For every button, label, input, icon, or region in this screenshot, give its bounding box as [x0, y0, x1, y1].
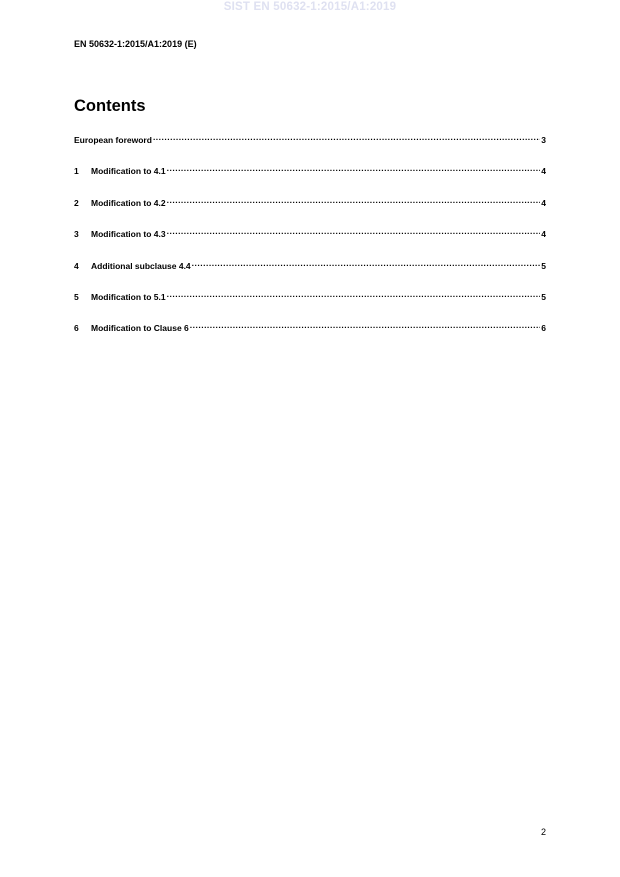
toc-entry-page: 3	[541, 135, 546, 145]
table-of-contents	[74, 132, 546, 352]
toc-entry-title: Modification to 4.3	[91, 229, 166, 240]
toc-dot-leader	[190, 320, 541, 331]
toc-entry-number: 5	[74, 291, 79, 302]
contents-heading: Contents	[74, 97, 146, 115]
toc-entry-3[interactable]	[74, 226, 546, 257]
toc-entry-title: Modification to Clause 6	[91, 323, 189, 334]
toc-entry-6[interactable]	[74, 320, 546, 351]
toc-entry-page: 5	[541, 291, 546, 302]
toc-entry-european-foreword[interactable]	[74, 132, 546, 163]
toc-entry-page: 4	[541, 166, 546, 177]
toc-entry-number: 2	[74, 197, 79, 208]
page-number: 2	[540, 827, 546, 837]
toc-dot-leader	[167, 195, 541, 206]
toc-entry-2[interactable]	[74, 195, 546, 226]
toc-entry-page: 4	[541, 197, 546, 208]
toc-entry-number: 3	[74, 229, 79, 240]
toc-dot-leader	[192, 258, 541, 269]
toc-dot-leader	[167, 289, 541, 300]
toc-entry-1[interactable]	[74, 163, 546, 194]
toc-entry-title: European foreword	[74, 135, 152, 145]
toc-entry-page: 4	[541, 229, 546, 240]
toc-entry-4[interactable]	[74, 258, 546, 289]
toc-entry-title: Additional subclause 4.4	[91, 260, 191, 271]
toc-dot-leader	[153, 132, 540, 143]
toc-entry-number: 6	[74, 323, 79, 334]
toc-entry-5[interactable]	[74, 289, 546, 320]
toc-entry-page: 5	[541, 260, 546, 271]
toc-entry-title: Modification to 4.2	[91, 197, 166, 208]
toc-entry-page: 6	[541, 323, 546, 334]
watermark: SIST EN 50632-1:2015/A1:2019	[223, 1, 397, 13]
toc-dot-leader	[167, 226, 541, 237]
toc-entry-title: Modification to 5.1	[91, 291, 166, 302]
document-id: EN 50632-1:2015/A1:2019 (E)	[74, 39, 197, 49]
toc-entry-title: Modification to 4.1	[91, 166, 166, 177]
toc-entry-number: 1	[74, 166, 79, 177]
toc-entry-number: 4	[74, 260, 79, 271]
toc-dot-leader	[167, 163, 541, 174]
